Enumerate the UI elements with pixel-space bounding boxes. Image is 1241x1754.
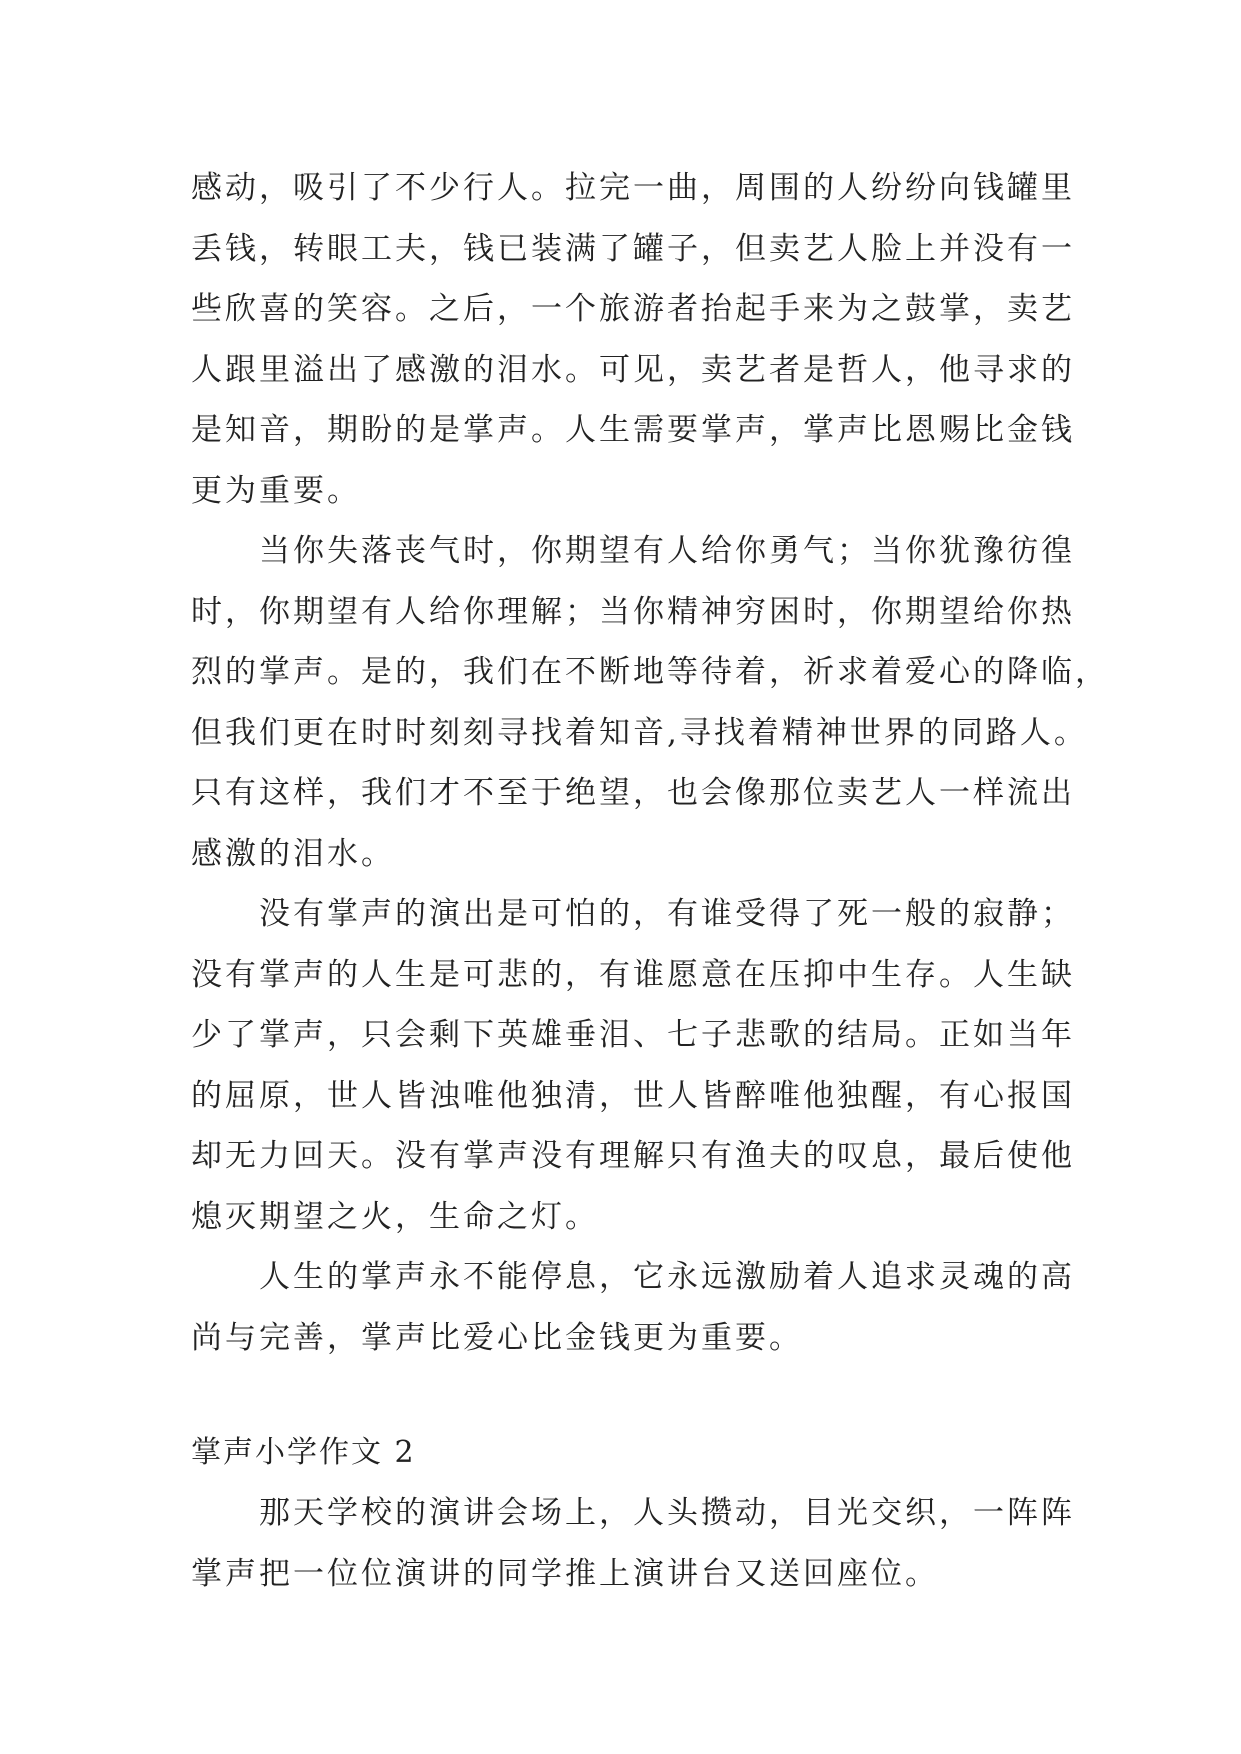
document-body bbox=[191, 158, 1109, 1604]
text-line: 人生的掌声永不能停息，它永远激励着人追求灵魂的高 bbox=[259, 1259, 1075, 1295]
text-line: 没有掌声的人生是可悲的，有谁愿意在压抑中生存。人生缺 bbox=[191, 956, 1075, 993]
text-line: 少了掌声，只会剩下英雄垂泪、七子悲歌的结局。正如当年 bbox=[191, 1017, 1075, 1053]
text-line: 熄灭期望之火，生命之灯。 bbox=[191, 1198, 599, 1235]
text-line: 当你失落丧气时，你期望有人给你勇气；当你犹豫彷徨 bbox=[259, 533, 1075, 569]
text-line: 感激的泪水。 bbox=[191, 835, 395, 872]
paragraph-2 bbox=[191, 521, 1109, 884]
text-line: 那天学校的演讲会场上，人头攒动，目光交织，一阵阵 bbox=[259, 1495, 1075, 1531]
text-line: 掌声把一位位演讲的同学推上演讲台又送回座位。 bbox=[191, 1555, 939, 1592]
text-line: 感动，吸引了不少行人。拉完一曲，周围的人纷纷向钱罐里 bbox=[191, 170, 1075, 206]
text-line: 只有这样，我们才不至于绝望，也会像那位卖艺人一样流出 bbox=[191, 775, 1075, 811]
text-line: 的屈原，世人皆浊唯他独清，世人皆醉唯他独醒，有心报国 bbox=[191, 1077, 1075, 1114]
section-2 bbox=[191, 1423, 1075, 1604]
text-line: 人跟里溢出了感激的泪水。可见，卖艺者是哲人，他寻求的 bbox=[191, 351, 1075, 388]
text-line: 却无力回天。没有掌声没有理解只有渔夫的叹息，最后使他 bbox=[191, 1138, 1075, 1174]
text-line: 更为重要。 bbox=[191, 472, 361, 509]
paragraph-3 bbox=[191, 884, 1075, 1247]
section-heading: 掌声小学作文 2 bbox=[191, 1435, 416, 1470]
text-line: 是知音，期盼的是掌声。人生需要掌声，掌声比恩赐比金钱 bbox=[191, 412, 1075, 448]
text-line: 但我们更在时时刻刻寻找着知音,寻找着精神世界的同路人。 bbox=[191, 714, 1088, 751]
text-line: 些欣喜的笑容。之后，一个旅游者抬起手来为之鼓掌，卖艺 bbox=[191, 291, 1075, 327]
text-line: 烈的掌声。是的，我们在不断地等待着，祈求着爱心的降临， bbox=[191, 654, 1109, 690]
text-line: 丢钱，转眼工夫，钱已装满了罐子，但卖艺人脸上并没有一 bbox=[191, 230, 1075, 267]
text-line: 时，你期望有人给你理解；当你精神穷困时，你期望给你热 bbox=[191, 593, 1075, 630]
text-line: 没有掌声的演出是可怕的，有谁受得了死一般的寂静； bbox=[259, 896, 1075, 932]
paragraph-4 bbox=[191, 1247, 1075, 1368]
text-line: 尚与完善，掌声比爱心比金钱更为重要。 bbox=[191, 1319, 803, 1356]
paragraph-1 bbox=[191, 158, 1075, 521]
section-spacer bbox=[191, 1368, 1051, 1423]
